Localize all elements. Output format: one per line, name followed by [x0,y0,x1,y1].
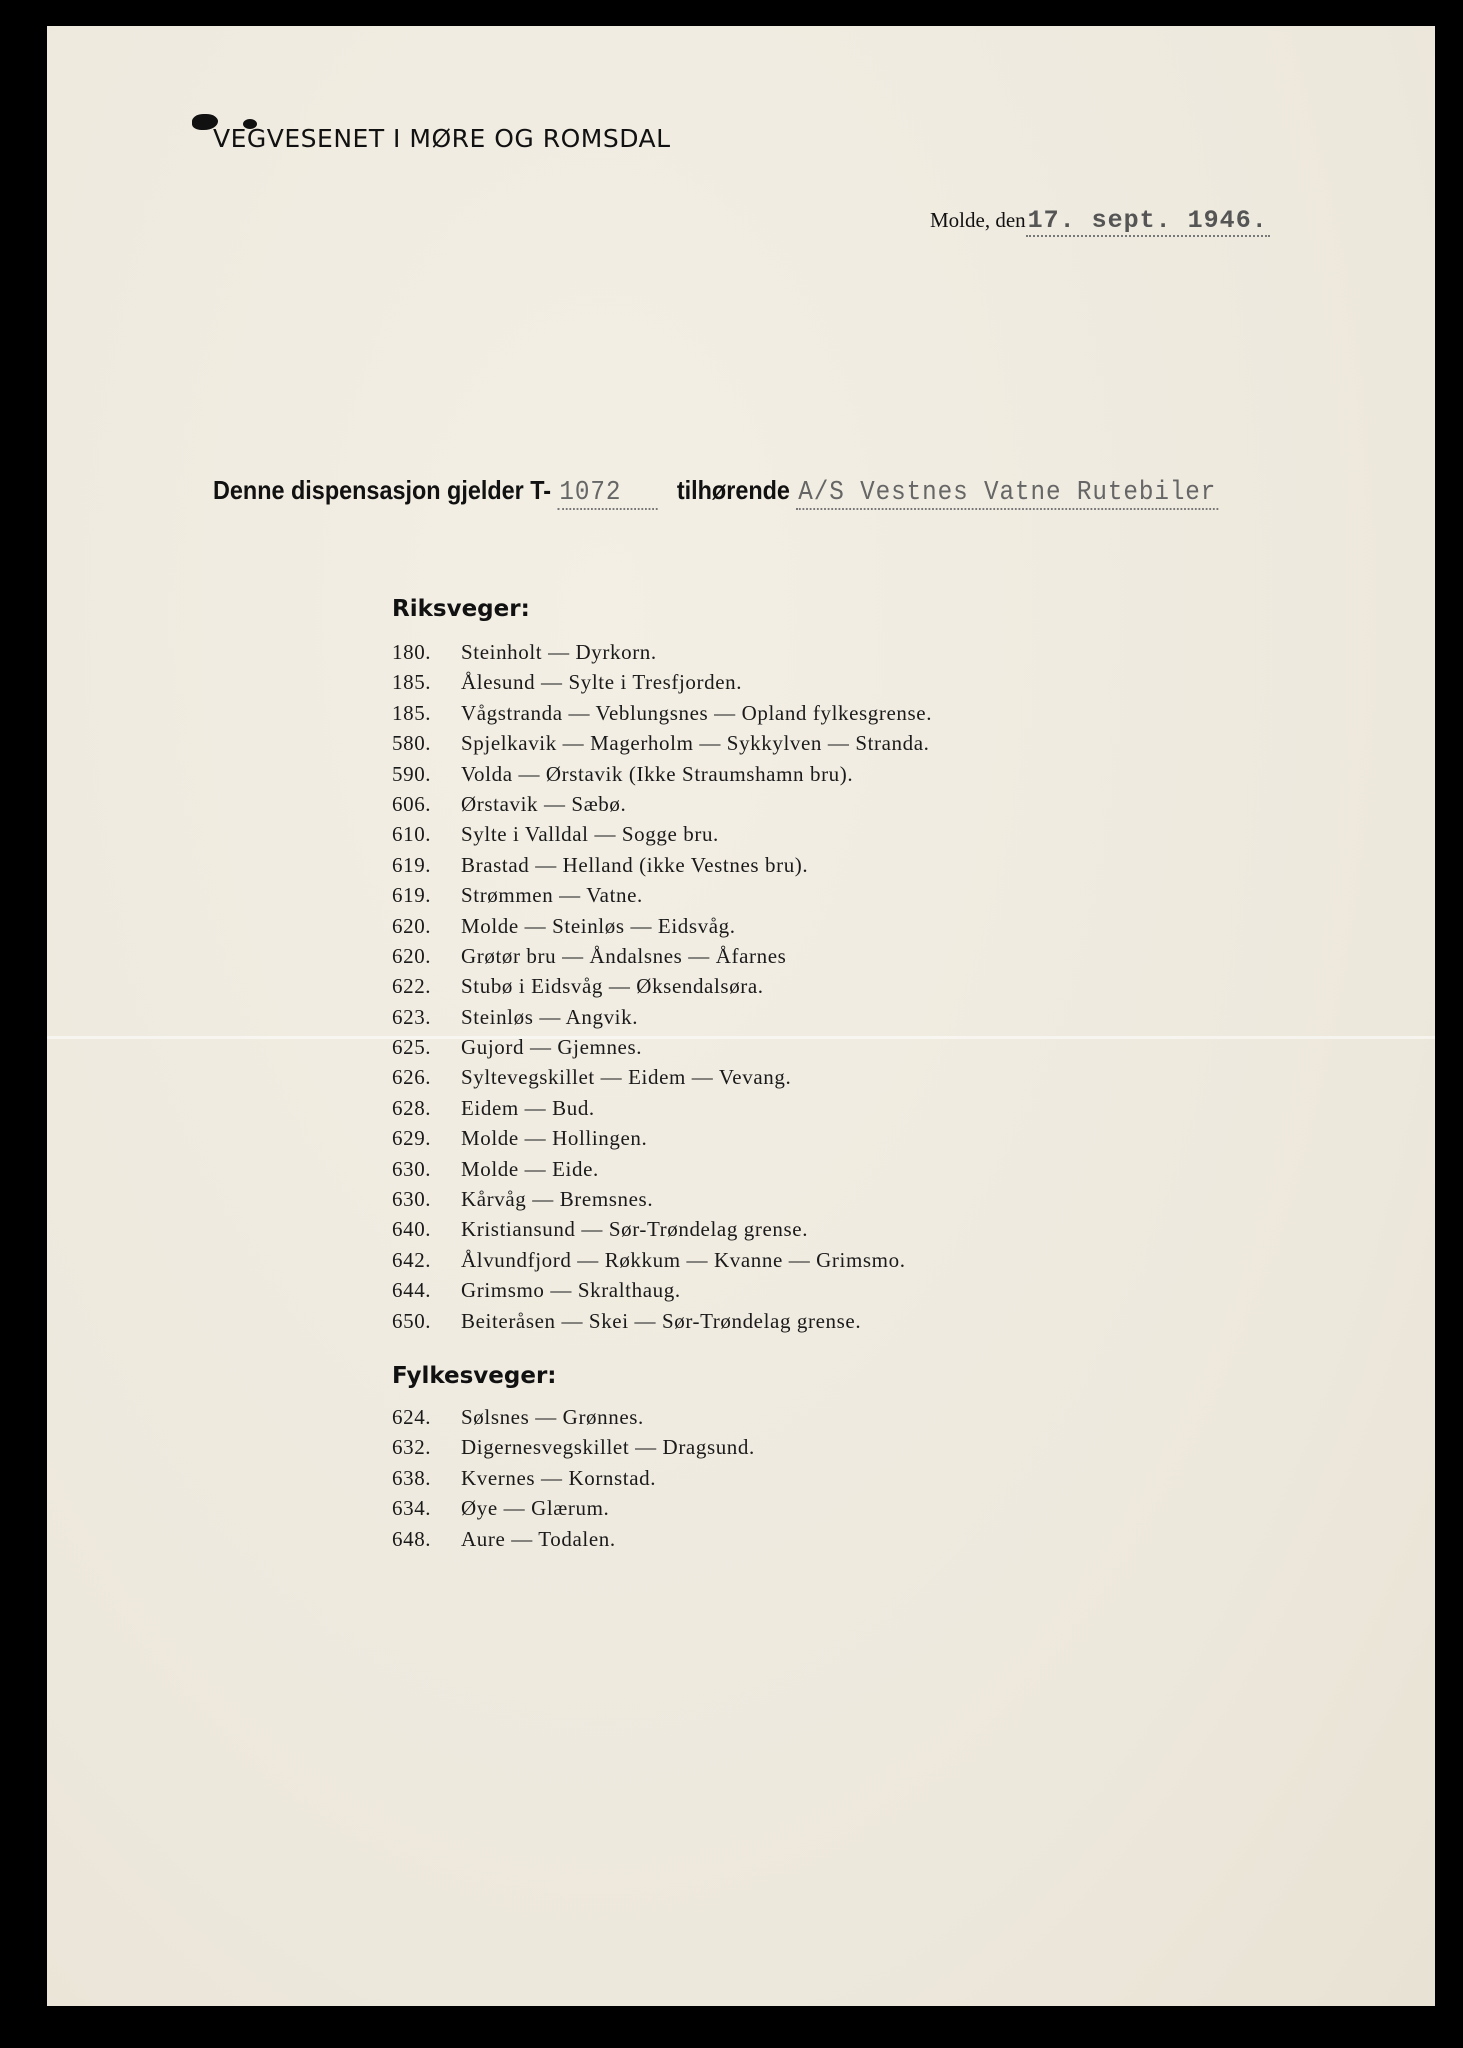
road-number: 632. [392,1435,432,1460]
fylkesveger-list [392,1402,755,1554]
road-number: 620. [392,913,432,938]
route-item [392,850,932,880]
route-item [392,1093,932,1123]
route-item [392,789,932,819]
road-number: 180. [392,640,432,664]
road-number: 629. [392,1126,432,1151]
date-label: Molde, den [930,208,1026,232]
route-name: Molde — Eide. [461,1156,599,1181]
route-item [392,1123,932,1153]
road-number: 610. [392,822,432,847]
route-name: Ørstavik — Sæbø. [461,791,627,816]
route-name: Vågstranda — Veblungsnes — Opland fylkesgrense. [461,700,933,725]
owner-name: A/S Vestnes Vatne Rutebiler [798,478,1217,508]
date-line [930,206,1270,235]
route-name: Eidem — Bud. [461,1095,595,1120]
route-name: Ålvundfjord — Røkkum — Kvanne — Grimsmo. [461,1247,906,1272]
route-name: Sylte i Valldal — Sogge bru. [461,822,719,847]
road-number: 622. [392,974,432,999]
road-number: 185. [392,700,432,725]
road-number: 626. [392,1065,432,1090]
road-number: 624. [392,1405,432,1429]
route-name: Molde — Hollingen. [461,1126,648,1151]
route-item [392,971,932,1001]
road-number: 650. [392,1308,432,1333]
road-number: 648. [392,1526,432,1551]
road-number: 580. [392,731,432,756]
route-item [392,728,932,758]
route-item [392,667,932,697]
route-name: Kårvåg — Bremsnes. [461,1187,654,1212]
road-number: 619. [392,883,432,908]
route-name: Sølsnes — Grønnes. [461,1405,644,1429]
route-name: Molde — Steinløs — Eidsvåg. [461,913,736,938]
route-name: Grøtør bru — Åndalsnes — Åfarnes [461,943,787,968]
road-number: 620. [392,943,432,968]
road-number: 638. [392,1465,432,1490]
route-item [392,698,932,728]
statement-prefix: Denne dispensasjon gjelder T- [213,475,552,505]
route-item [392,1275,932,1305]
route-item [392,819,932,849]
route-name: Syltevegskillet — Eidem — Vevang. [461,1065,792,1090]
route-name: Digernesvegskillet — Dragsund. [461,1435,755,1460]
route-item [392,1245,932,1275]
statement-middle: tilhørende [676,475,790,505]
route-name: Steinløs — Angvik. [461,1004,639,1029]
route-name: Beiteråsen — Skei — Sør-Trøndelag grense. [461,1308,862,1333]
route-item [392,1463,755,1493]
road-number: 630. [392,1187,432,1212]
route-name: Volda — Ørstavik (Ikke Straumshamn bru). [461,761,854,786]
letterhead: VEGVESENET I MØRE OG ROMSDAL [213,124,671,153]
road-number: 590. [392,761,432,786]
route-item [392,941,932,971]
route-name: Brastad — Helland (ikke Vestnes bru). [461,852,809,877]
fylkesveger-heading: Fylkesveger: [392,1363,557,1389]
route-item [392,1032,932,1062]
road-number: 185. [392,670,432,695]
route-name: Spjelkavik — Magerholm — Sykkylven — Stranda. [461,731,930,756]
route-item [392,637,932,667]
road-number: 642. [392,1247,432,1272]
dispensation-statement [213,475,1218,508]
road-number: 630. [392,1156,432,1181]
route-item [392,1062,932,1092]
route-name: Øye — Glærum. [461,1496,610,1521]
route-name: Aure — Todalen. [461,1526,616,1551]
road-number: 634. [392,1496,432,1521]
road-number: 606. [392,791,432,816]
route-item [392,1524,755,1554]
route-name: Stubø i Eidsvåg — Øksendalsøra. [461,974,764,999]
road-number: 640. [392,1217,432,1242]
route-item [392,1154,932,1184]
route-item [392,911,932,941]
riksveger-list [392,637,932,1336]
road-number: 628. [392,1095,432,1120]
route-item [392,1432,755,1462]
date-value: 17. sept. 1946. [1027,206,1268,235]
route-item [392,880,932,910]
road-number: 625. [392,1035,432,1060]
route-item [392,1002,932,1032]
road-number: 644. [392,1278,432,1303]
route-name: Gujord — Gjemnes. [461,1035,643,1060]
riksveger-heading: Riksveger: [392,596,530,622]
road-number: 619. [392,852,432,877]
route-item [392,1493,755,1523]
route-name: Steinholt — Dyrkorn. [461,640,657,664]
route-name: Strømmen — Vatne. [461,883,643,908]
route-name: Grimsmo — Skralthaug. [461,1278,681,1303]
route-item [392,1306,932,1336]
route-name: Kvernes — Kornstad. [461,1465,657,1490]
route-item [392,1184,932,1214]
route-item [392,1402,755,1432]
road-number: 623. [392,1004,432,1029]
route-name: Kristiansund — Sør-Trøndelag grense. [461,1217,809,1242]
route-item [392,1214,932,1244]
route-name: Ålesund — Sylte i Tresfjorden. [461,670,743,695]
vehicle-number: 1072 [558,478,658,510]
route-item [392,759,932,789]
